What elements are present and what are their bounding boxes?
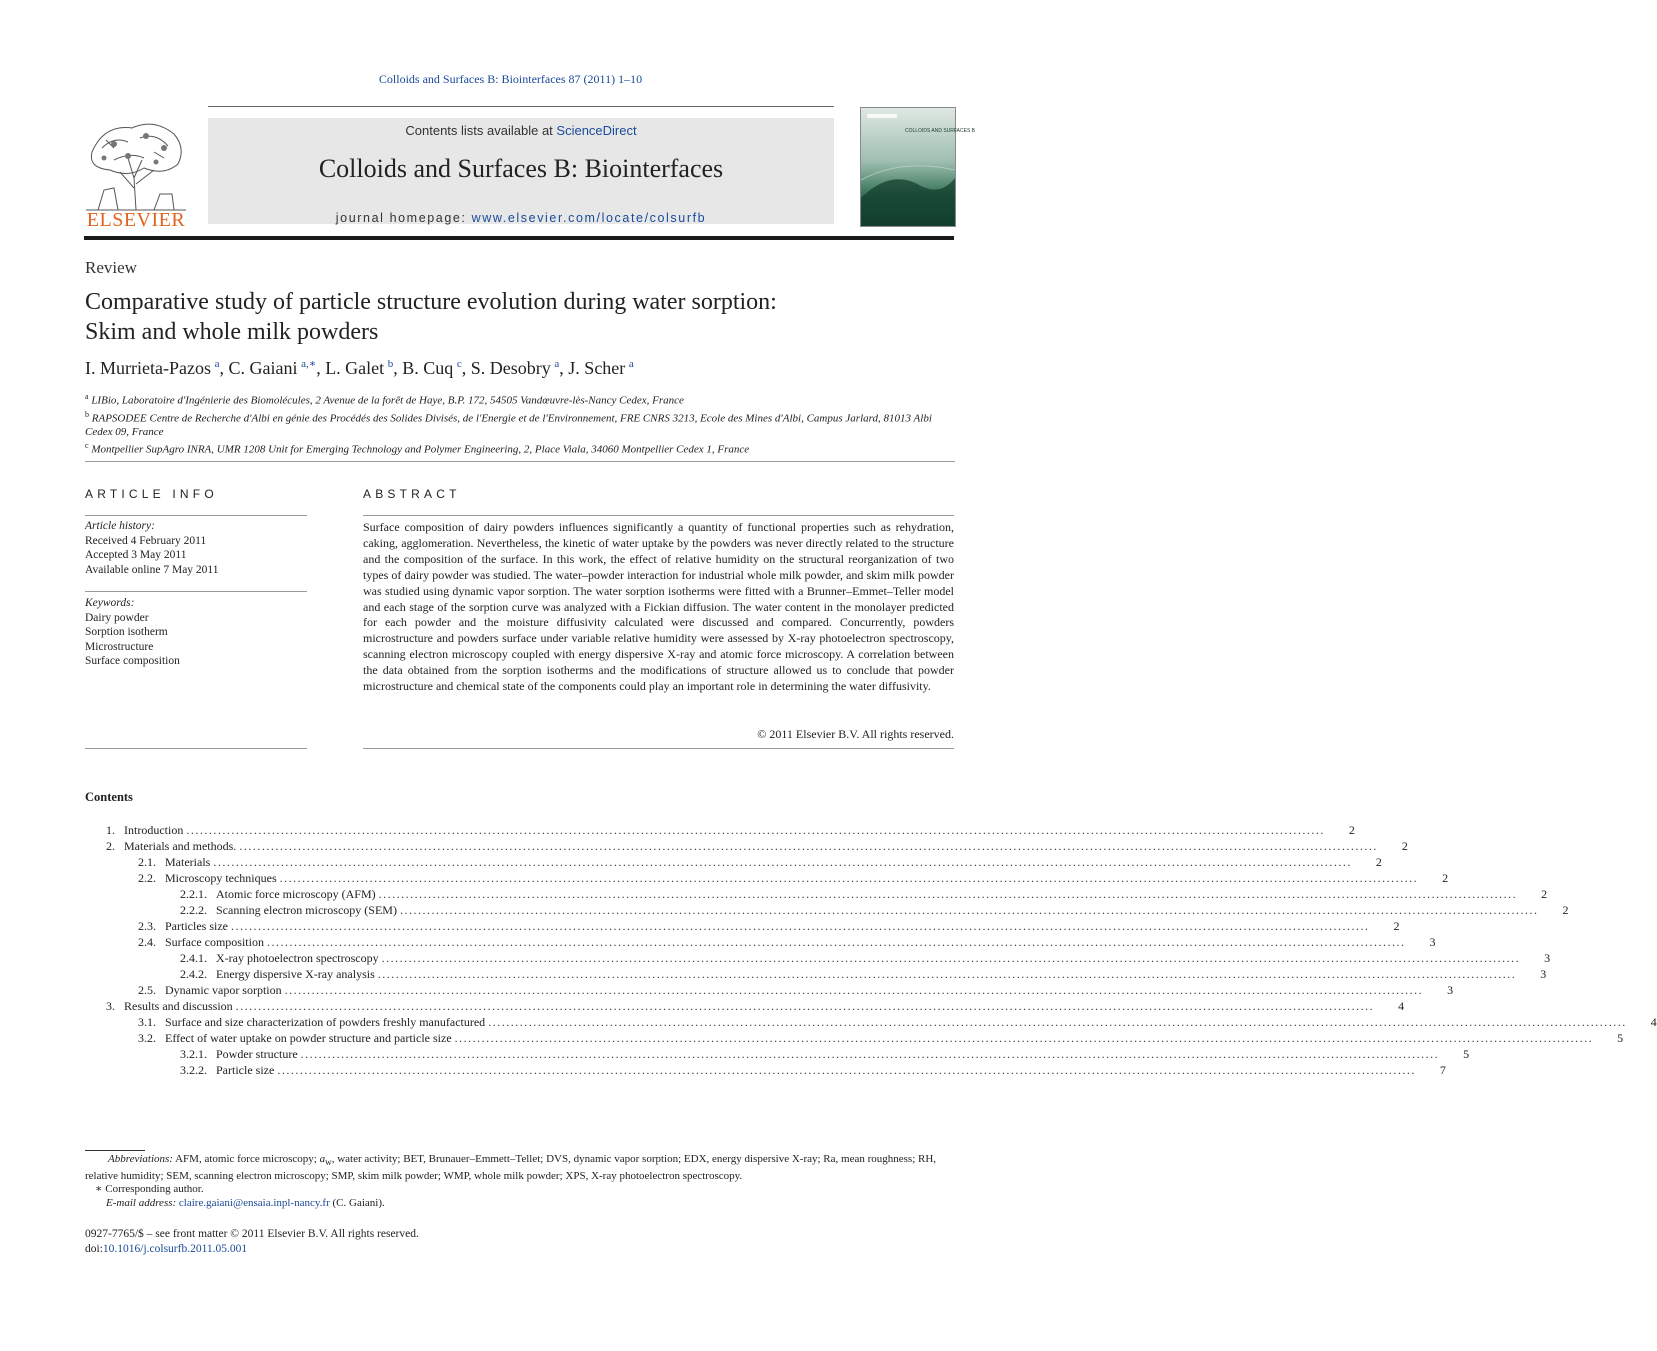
toc-page-number: 5 xyxy=(1463,1047,1470,1061)
footnote-rule xyxy=(85,1150,145,1151)
doi-line xyxy=(85,1242,419,1257)
keyword-item: Dairy powder xyxy=(85,611,149,624)
toc-leader-dots xyxy=(228,918,1370,934)
masthead-band xyxy=(208,118,834,224)
toc-entry[interactable] xyxy=(85,822,1355,838)
toc-number: 2.2.1. xyxy=(180,887,207,901)
toc-number: 2. xyxy=(106,839,115,853)
article-title xyxy=(85,287,955,347)
cover-title-text: COLLOIDS AND SURFACES B xyxy=(905,128,976,134)
contents-available-line xyxy=(208,123,834,138)
toc-label: Materials xyxy=(165,855,211,869)
elsevier-logo[interactable] xyxy=(84,118,188,232)
toc-label: Materials and methods. xyxy=(124,839,237,853)
affiliation-item xyxy=(85,439,955,457)
toc-page-number: 3 xyxy=(1447,983,1454,997)
accepted-date: Accepted 3 May 2011 xyxy=(85,549,187,561)
author-affiliation-marker[interactable]: a,∗ xyxy=(301,358,317,370)
toc-number: 2.5. xyxy=(138,983,156,997)
journal-citation[interactable]: Colloids and Surfaces B: Biointerfaces 87 (2011) 1–10 xyxy=(378,72,643,86)
abstract-rule xyxy=(363,515,954,516)
toc-entry[interactable] xyxy=(85,886,1548,902)
masthead-bottom-rule xyxy=(84,236,954,240)
toc-entry[interactable] xyxy=(85,966,1547,982)
article-history xyxy=(85,519,307,577)
toc-number: 3.1. xyxy=(138,1015,156,1029)
toc-number: 2.2. xyxy=(138,871,156,885)
corresponding-author-note: ∗ Corresponding author. xyxy=(95,1183,204,1195)
toc-page-number: 2 xyxy=(1562,903,1569,917)
publisher-logo-text: ELSEVIER xyxy=(86,209,186,231)
email-note xyxy=(85,1196,976,1210)
history-label: Article history: xyxy=(85,520,155,532)
keywords-rule xyxy=(85,591,307,592)
toc-label: Atomic force microscopy (AFM) xyxy=(216,887,376,901)
affiliation-marker: b xyxy=(85,409,89,419)
toc-entry[interactable] xyxy=(85,1062,1446,1078)
issn-line: 0927-7765/$ – see front matter © 2011 Elsevier B.V. All rights reserved. xyxy=(85,1228,419,1240)
toc-number: 3.2.2. xyxy=(180,1063,207,1077)
affiliation-item xyxy=(85,408,955,440)
author-affiliation-marker[interactable]: a xyxy=(554,358,560,370)
toc-leader-dots xyxy=(376,886,1518,902)
toc-entry[interactable] xyxy=(85,918,1400,934)
doi-prefix: doi: xyxy=(85,1243,103,1255)
abbreviations-text: , water activity; BET, Brunauer–Emmett–Tellet; DVS, dynamic vapor sorption; EDX, energy dispersive X-ray; Ra, mean roughness; RH, relative humidity; SEM, scanning electron microscopy; SMP, skim milk powder; WMP, whole milk powder; XPS, X-ray photoelectron spectroscopy. xyxy=(85,1153,937,1183)
toc-entry[interactable] xyxy=(85,902,1569,918)
article-title-line2: Skim and whole milk powders xyxy=(85,319,379,345)
toc-page-number: 2 xyxy=(1348,823,1355,837)
author-name[interactable]: J. Scher xyxy=(568,358,626,378)
toc-page-number: 2 xyxy=(1375,855,1382,869)
article-info-heading: ARTICLE INFO xyxy=(85,487,218,501)
author-affiliation-marker[interactable]: b xyxy=(387,358,394,370)
affiliation-text: Montpellier SupAgro INRA, UMR 1208 Unit for Emerging Technology and Polymer Engineering, 2, Place Viala, 34060 Montpellier Cedex 1, France xyxy=(91,443,750,456)
author-name[interactable]: C. Gaiani xyxy=(228,358,298,378)
toc-label: Energy dispersive X-ray analysis xyxy=(216,967,375,981)
toc-entry[interactable] xyxy=(85,854,1382,870)
toc-label: Microscopy techniques xyxy=(165,871,277,885)
toc-number: 2.4. xyxy=(138,935,156,949)
toc-label: X-ray photoelectron spectroscopy xyxy=(216,951,379,965)
water-activity-symbol: a xyxy=(319,1153,326,1165)
keyword-item: Surface composition xyxy=(85,655,180,667)
toc-number: 2.4.2. xyxy=(180,967,207,981)
author-list: I. Murrieta-Pazos $^a$, C. Gaiani $^{a,∗}$, L. Galet $^b$, B. Cuq $^c$, S. Desobry $^a$, J. Scher $^a$ xyxy=(85,358,634,378)
toc-label: Dynamic vapor sorption xyxy=(165,983,282,997)
doi-link[interactable]: 10.1016/j.colsurfb.2011.05.001 xyxy=(102,1243,248,1255)
toc-page-number: 2 xyxy=(1393,919,1400,933)
toc-leader-dots xyxy=(274,1062,1416,1078)
affiliation-marker: c xyxy=(85,441,89,451)
toc-number: 2.3. xyxy=(138,919,156,933)
elsevier-tree-icon xyxy=(84,118,188,212)
toc-page-number: 5 xyxy=(1617,1031,1624,1045)
received-date: Received 4 February 2011 xyxy=(85,534,207,547)
toc-leader-dots xyxy=(379,950,1521,966)
toc-page-number: 3 xyxy=(1544,951,1551,965)
journal-masthead xyxy=(84,106,976,234)
email-suffix: (C. Gaiani). xyxy=(329,1197,385,1209)
toc-entry[interactable] xyxy=(85,934,1436,950)
toc-entry[interactable] xyxy=(85,1046,1470,1062)
toc-leader-dots xyxy=(277,870,1419,886)
toc-label: Introduction xyxy=(124,823,184,837)
author-affiliation-marker[interactable]: c xyxy=(456,358,462,370)
toc-leader-dots xyxy=(236,838,1378,854)
affiliation-item xyxy=(85,390,955,408)
email-link[interactable]: claire.gaiani@ensaia.inpl-nancy.fr xyxy=(178,1197,330,1209)
toc-number: 2.1. xyxy=(138,855,156,869)
toc-number: 3.2.1. xyxy=(180,1047,207,1061)
toc-label: Particles size xyxy=(165,919,228,933)
toc-page-number: 2 xyxy=(1541,887,1548,901)
contents-prefix: Contents lists available at xyxy=(405,123,557,138)
toc-page-number: 4 xyxy=(1650,1015,1657,1029)
article-info-bottom-rule xyxy=(85,748,307,749)
author-name[interactable]: I. Murrieta-Pazos xyxy=(85,358,211,378)
toc-number: 3.2. xyxy=(138,1031,156,1045)
journal-cover-thumbnail[interactable] xyxy=(860,107,976,227)
toc-leader-dots xyxy=(452,1030,1594,1046)
author-name[interactable]: L. Galet xyxy=(325,358,385,378)
toc-entry[interactable] xyxy=(85,982,1454,998)
toc-label: Effect of water uptake on powder structure and particle size xyxy=(165,1031,452,1045)
toc-page-number: 3 xyxy=(1429,935,1436,949)
keywords xyxy=(85,596,307,669)
toc-number: 3. xyxy=(106,999,115,1013)
journal-name: Colloids and Surfaces B: Biointerfaces xyxy=(318,154,724,183)
toc-label: Surface and size characterization of powders freshly manufactured xyxy=(165,1015,486,1029)
toc-leader-dots xyxy=(375,966,1517,982)
header-divider xyxy=(85,461,955,462)
toc-leader-dots xyxy=(298,1046,1440,1062)
author-name[interactable]: S. Desobry xyxy=(470,358,551,378)
abstract-text: Surface composition of dairy powders influences significantly a quantity of functional properties such as rehydration, caking, agglomeration. Nevertheless, the kinetic of water uptake by the powders was never directly related to the structure and the composition of the surface. In this work, the effect of relative humidity on the structural reorganization of two types of dairy powder was studied. The water–powder interaction for industrial whole milk powder, and skim milk powder was studied using dynamic vapor sorption. The water sorption isotherms were fitted with a Brunner–Emmet–Teller model and each stage of the sorption curve was analyzed with a Fickian diffusion. The water content in the monolayer predicted for each powder and the moisture diffusivity calculated were discussed and compared. Concurrently, powders microstructure and powders surface under variable relative humidity were assessed by X-ray photoelectron spectroscopy, scanning electron microscopy coupled with energy dispersive X-ray and atomic force microscopy. A correlation between the data obtained from the sorption isotherms and the modifications of structure allowed us to conclude that powder microstructure and chemical state of the components could play an important role in determining the water diffusivity. xyxy=(363,520,954,694)
affiliation-text: LIBio, Laboratoire d'Ingénierie des Biomolécules, 2 Avenue de la forêt de Haye, B.P. 172, 54505 Vandœuvre-lès-Nancy Cedex, France xyxy=(91,394,684,407)
homepage-prefix: journal homepage: xyxy=(335,211,472,225)
toc-leader-dots xyxy=(210,854,1352,870)
author-name[interactable]: B. Cuq xyxy=(402,358,454,378)
toc-page-number: 7 xyxy=(1439,1063,1446,1077)
article-info-rule xyxy=(85,515,307,516)
toc-number: 1. xyxy=(106,823,115,837)
contents-heading: Contents xyxy=(85,790,133,804)
author-affiliation-marker[interactable]: a xyxy=(214,358,220,370)
toc-page-number: 4 xyxy=(1398,999,1405,1013)
affiliation-marker: a xyxy=(85,392,89,401)
affiliations xyxy=(85,390,955,457)
abbreviations-label: Abbreviations: xyxy=(108,1153,173,1165)
abstract-heading: ABSTRACT xyxy=(363,487,461,501)
toc-leader-dots xyxy=(485,1014,1627,1030)
abbreviations-footnote xyxy=(85,1152,955,1183)
toc-entry[interactable] xyxy=(85,870,1449,886)
water-activity-subscript: w xyxy=(325,1157,332,1168)
keyword-item: Microstructure xyxy=(85,640,154,653)
cover-artwork xyxy=(861,108,976,226)
toc-leader-dots xyxy=(397,902,1539,918)
toc-leader-dots xyxy=(264,934,1406,950)
article-title-line1: Comparative study of particle structure evolution during water sorption: xyxy=(85,289,777,315)
abstract-copyright: © 2011 Elsevier B.V. All rights reserved. xyxy=(757,727,954,741)
author-affiliation-marker[interactable]: a xyxy=(628,358,634,370)
toc-page-number: 2 xyxy=(1401,839,1408,853)
front-matter xyxy=(85,1227,419,1257)
toc-leader-dots xyxy=(233,998,1375,1014)
toc-entry[interactable] xyxy=(85,950,1551,966)
toc-entry[interactable] xyxy=(85,998,1405,1014)
toc-entry[interactable] xyxy=(85,1014,1657,1030)
toc-entry[interactable] xyxy=(85,1030,1624,1046)
toc-label: Powder structure xyxy=(216,1047,298,1061)
abstract-bottom-rule xyxy=(363,748,954,749)
masthead-top-rule xyxy=(208,106,834,107)
article-type: Review xyxy=(85,258,137,277)
homepage-link[interactable]: www.elsevier.com/locate/colsurfb xyxy=(471,211,707,225)
toc-entry[interactable] xyxy=(85,838,1408,854)
toc-page-number: 2 xyxy=(1442,871,1449,885)
toc-number: 2.2.2. xyxy=(180,903,207,917)
online-date: Available online 7 May 2011 xyxy=(85,563,219,576)
toc-leader-dots xyxy=(282,982,1424,998)
toc-number: 2.4.1. xyxy=(180,951,207,965)
keyword-item: Sorption isotherm xyxy=(85,626,168,638)
affiliation-text: RAPSODEE Centre de Recherche d'Albi en génie des Procédés des Solides Divisés, de l'Energie et de l'Environnement, FRE CNRS 3213, Ecole des Mines d'Albi, Campus Jarlard, 81013 Albi Cedex 09, France xyxy=(85,412,932,439)
toc-page-number: 3 xyxy=(1540,967,1547,981)
sciencedirect-link[interactable]: ScienceDirect xyxy=(556,123,637,138)
toc-label: Scanning electron microscopy (SEM) xyxy=(216,903,397,917)
keywords-label: Keywords: xyxy=(85,597,135,609)
toc-label: Results and discussion xyxy=(124,999,233,1013)
abbreviations-text: AFM, atomic force microscopy; xyxy=(172,1153,320,1165)
toc-leader-dots xyxy=(183,822,1325,838)
toc-label: Particle size xyxy=(216,1063,275,1077)
email-label: E-mail address: xyxy=(106,1197,177,1209)
toc-label: Surface composition xyxy=(165,935,264,949)
journal-homepage-line xyxy=(208,211,834,225)
